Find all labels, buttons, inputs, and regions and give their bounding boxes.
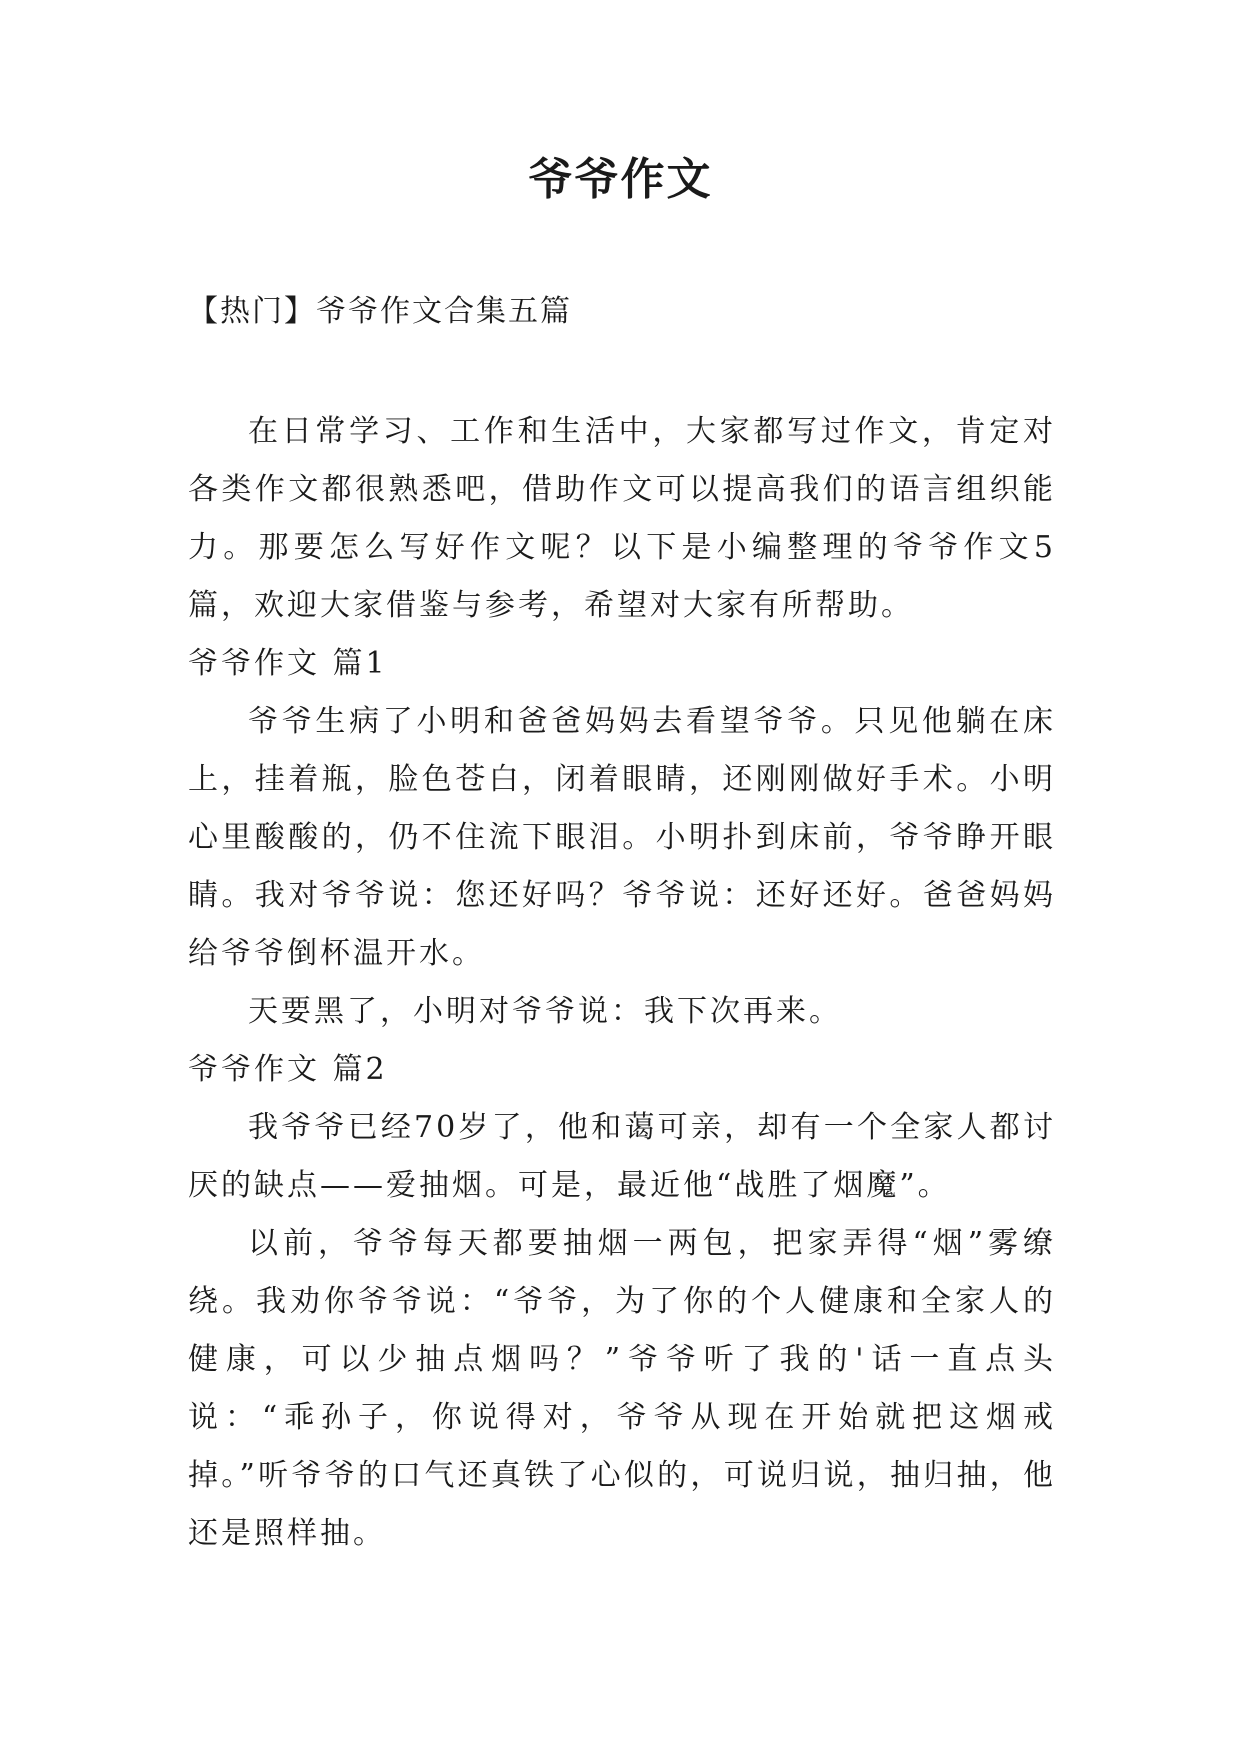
section-1-paragraph-2: 天要黑了，小明对爷爷说：我下次再来。 bbox=[248, 994, 842, 1029]
document-title: 爷爷作文 bbox=[528, 154, 713, 205]
intro-paragraph: 在日常学习、工作和生活中，大家都写过作文，肯定对各类作文都很熟悉吧，借助作文可以提高我们的语言组织能力。那要怎么写好作文呢？以下是小编整理的爷爷作文5篇，欢迎大家借鉴与参考，希望对大家有所帮助。 bbox=[188, 414, 1056, 623]
section-heading-2: 爷爷作文 篇2 bbox=[188, 1052, 388, 1087]
document-subtitle: 【热门】爷爷作文合集五篇 bbox=[188, 294, 572, 329]
section-2-paragraph-1: 我爷爷已经70岁了，他和蔼可亲，却有一个全家人都讨厌的缺点——爱抽烟。可是，最近他“战胜了烟魔”。 bbox=[188, 1110, 1056, 1203]
section-1-paragraph-1: 爷爷生病了小明和爸爸妈妈去看望爷爷。只见他躺在床上，挂着瓶，脸色苍白，闭着眼睛，还刚刚做好手术。小明心里酸酸的，仍不住流下眼泪。小明扑到床前，爷爷睁开眼睛。我对爷爷说：您还好吗？爷爷说：还好还好。爸爸妈妈给爷爷倒杯温开水。 bbox=[188, 704, 1056, 971]
document-body bbox=[188, 403, 1056, 1563]
section-2-paragraph-2: 以前，爷爷每天都要抽烟一两包，把家弄得“烟”雾缭绕。我劝你爷爷说：“爷爷，为了你的个人健康和全家人的健康，可以少抽点烟吗？”爷爷听了我的'话一直点头说：“乖孙子，你说得对，爷爷从现在开始就把这烟戒掉。”听爷爷的口气还真铁了心似的，可说归说，抽归抽，他还是照样抽。 bbox=[188, 1226, 1056, 1551]
section-heading-1: 爷爷作文 篇1 bbox=[188, 646, 388, 681]
